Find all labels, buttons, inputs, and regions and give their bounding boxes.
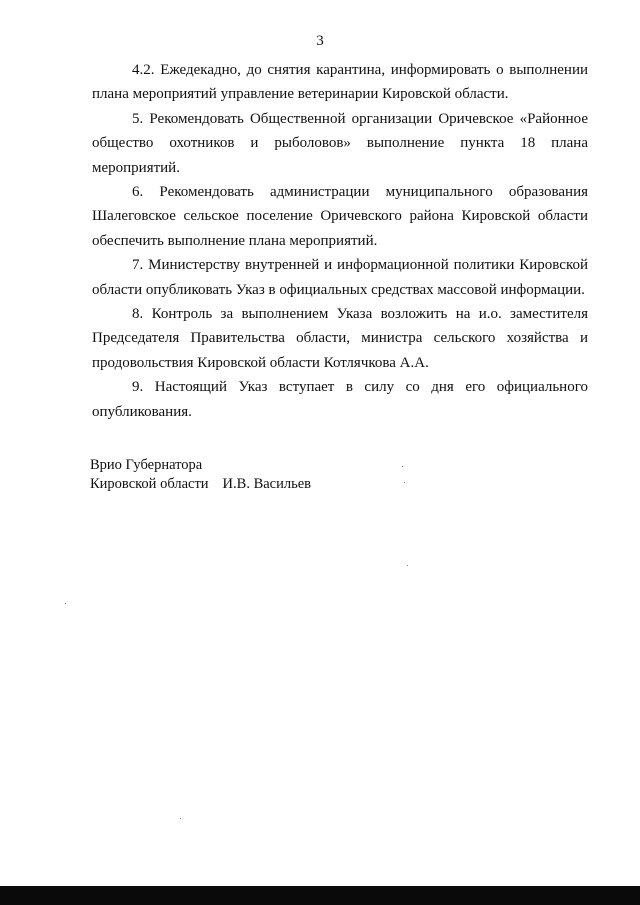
paragraph-8: 8. Контроль за выполнением Указа возложить на и.о. заместителя Председателя Правительства области, министра сельского хозяйства и продовольствия Кировской области Котлячкова А.А. [92,306,588,371]
signatory-name: И.В. Васильев [222,476,311,492]
scan-speck [407,565,408,566]
page-number: 3 [316,33,324,49]
scan-speck [180,818,181,819]
signatory-position-line1: Врио Губернатора [90,457,203,473]
scan-speck [404,482,405,483]
paragraph-7: 7. Министерству внутренней и информационной политики Кировской области опубликовать Указ в официальных средствах массовой информации. [92,257,588,298]
signature-block [90,456,311,494]
paragraph-9: 9. Настоящий Указ вступает в силу со дня его официального опубликования. [92,379,588,420]
paragraph-6: 6. Рекомендовать администрации муниципального образования Шалеговское сельское поселение Оричевского района Кировской области обеспечить выполнение плана мероприятий. [92,184,588,249]
scan-speck [65,603,66,604]
signatory-position-line2 [90,475,311,494]
paragraph-5: 5. Рекомендовать Общественной организации Оричевское «Районное общество охотников и рыболовов» выполнение пункта 18 плана мероприятий. [92,110,588,176]
scan-bottom-edge [0,886,640,905]
scan-speck [402,466,403,467]
decree-body [92,58,588,424]
signatory-region: Кировской области [90,476,209,492]
paragraph-4-2: 4.2. Ежедекадно, до снятия карантина, информировать о выполнении плана мероприятий управление ветеринарии Кировской области. [92,62,588,103]
